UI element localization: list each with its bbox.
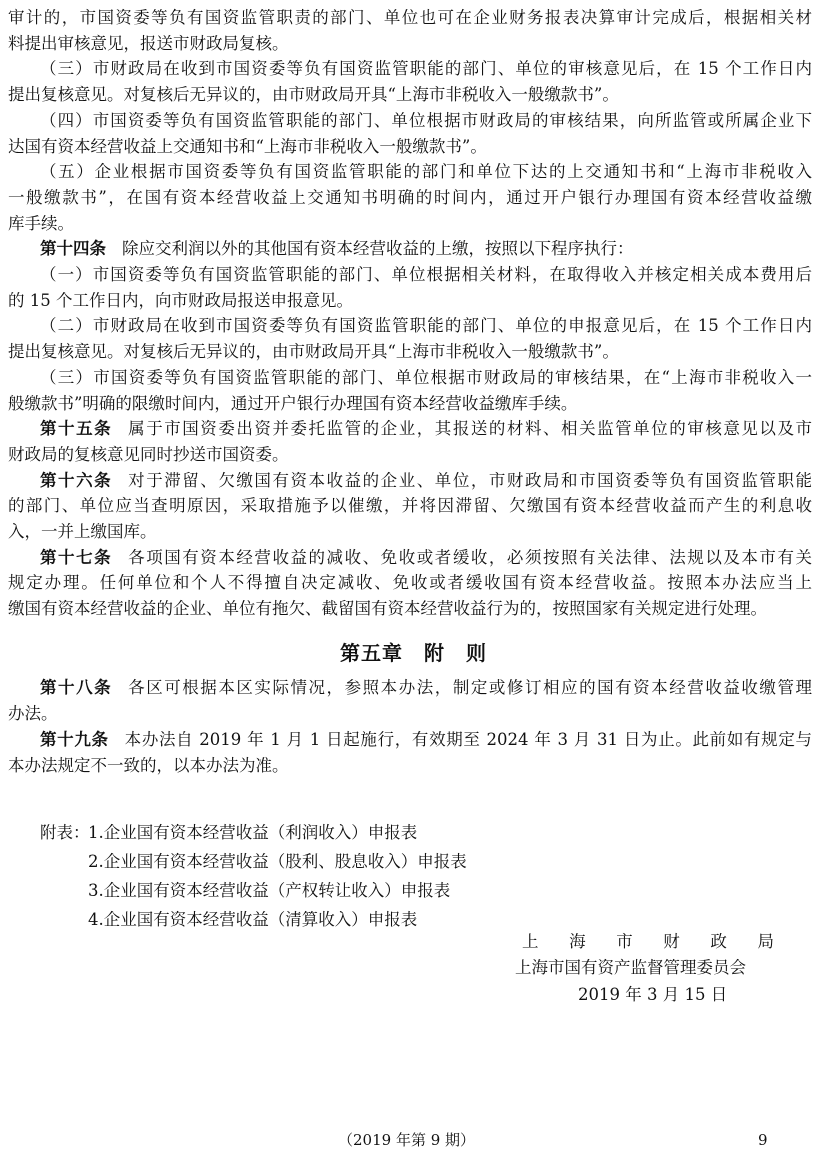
text-line bbox=[40, 729, 812, 751]
signature-sasac: 上海市国有资产监督管理委员会 bbox=[515, 958, 746, 977]
text-line bbox=[8, 572, 812, 594]
text-line bbox=[40, 161, 812, 183]
line-text: （三）市财政局在收到市国资委等负有国资监管职能的部门、单位的审核意见后，在 15 个工作日内 bbox=[40, 59, 812, 79]
text-line bbox=[8, 393, 812, 415]
line-text: 规定办理。任何单位和个人不得擅自决定减收、免收或者缓收国有资本经营收益。按照本办法应当上 bbox=[8, 573, 812, 593]
line-text: 办法。 bbox=[8, 704, 58, 723]
article-number: 第十六条 bbox=[40, 470, 113, 490]
text-line bbox=[8, 598, 812, 620]
line-text: 对于滞留、欠缴国有资本收益的企业、单位，市财政局和市国资委等负有国资监管职能 bbox=[128, 470, 812, 490]
text-line bbox=[8, 84, 812, 106]
text-line bbox=[8, 187, 812, 209]
line-text: 各区可根据本区实际情况，参照本办法，制定或修订相应的国有资本经营收益收缴管理 bbox=[128, 678, 812, 697]
page-number: 9 bbox=[758, 1131, 768, 1149]
chapter-title: 第五章 附 则 bbox=[340, 641, 487, 665]
text-line bbox=[8, 521, 812, 543]
article-number: 第十九条 bbox=[40, 730, 109, 749]
line-text: （五）企业根据市国资委等负有国资监管职能的部门和单位下达的上交通知书和“上海市非税收入 bbox=[40, 162, 812, 182]
text-line bbox=[40, 418, 812, 440]
line-text: 本办法自 2019 年 1 月 1 日起施行，有效期至 2024 年 3 月 31 日为止。此前如有规定与 bbox=[124, 730, 812, 749]
text-line bbox=[8, 495, 812, 517]
text-line bbox=[40, 264, 812, 286]
line-text: （三）市国资委等负有国资监管职能的部门、单位根据市财政局的审核结果，在“上海市非税收入一 bbox=[40, 367, 812, 387]
signature-date: 2019 年 3 月 15 日 bbox=[578, 985, 728, 1004]
line-text: 审计的，市国资委等负有国资监管职责的部门、单位也可在企业财务报表决算审计完成后，根据相关材 bbox=[8, 8, 812, 27]
text-line bbox=[8, 703, 812, 725]
line-text: 本办法规定不一致的，以本办法为准。 bbox=[8, 756, 289, 775]
signature-finance-bureau: 上海市财政局 bbox=[522, 932, 774, 951]
line-text: 达国有资本经营收益上交通知书和“上海市非税收入一般缴款书”。 bbox=[8, 136, 487, 156]
text-line bbox=[40, 547, 812, 569]
text-line bbox=[8, 444, 812, 466]
line-text: （一）市国资委等负有国资监管职能的部门、单位根据相关材料，在取得收入并核定相关成本费用后 bbox=[40, 265, 812, 284]
text-line bbox=[8, 136, 812, 158]
text-line bbox=[8, 755, 812, 777]
line-text: 属于市国资委出资并委托监管的企业，其报送的材料、相关监管单位的审核意见以及市 bbox=[128, 419, 812, 439]
line-text: 料提出审核意见，报送市财政局复核。 bbox=[8, 33, 289, 53]
text-line bbox=[8, 33, 812, 55]
text-line bbox=[40, 315, 812, 337]
line-text: 除应交利润以外的其他国有资本经营收益的上缴，按照以下程序执行： bbox=[122, 239, 634, 259]
article-number: 第十八条 bbox=[40, 678, 113, 697]
appendix-item: 4.企业国有资本经营收益（清算收入）申报表 bbox=[88, 910, 418, 929]
line-text: 的部门、单位应当查明原因，采取措施予以催缴，并将因滞留、欠缴国有资本经营收益而产生的利息收 bbox=[8, 496, 812, 516]
appendix-label: 附表： bbox=[40, 823, 90, 842]
line-text: （四）市国资委等负有国资监管职能的部门、单位根据市财政局的审核结果，向所监管或所属企业下 bbox=[40, 110, 812, 130]
article-number: 第十五条 bbox=[40, 419, 113, 439]
appendix-item: 3.企业国有资本经营收益（产权转让收入）申报表 bbox=[88, 881, 451, 900]
line-text: （二）市财政局在收到市国资委等负有国资监管职能的部门、单位的申报意见后，在 15 个工作日内 bbox=[40, 316, 812, 336]
line-text: 一般缴款书”，在国有资本经营收益上交通知书明确的时间内，通过开户银行办理国有资本经营收益缴 bbox=[8, 187, 812, 207]
text-line bbox=[40, 470, 812, 492]
line-text: 库手续。 bbox=[8, 213, 74, 233]
line-text: 缴国有资本经营收益的企业、单位有拖欠、截留国有资本经营收益行为的，按照国家有关规定进行处理。 bbox=[8, 599, 767, 619]
line-text: 各项国有资本经营收益的减收、免收或者缓收，必须按照有关法律、法规以及本市有关 bbox=[128, 547, 812, 567]
appendix-item: 2.企业国有资本经营收益（股利、股息收入）申报表 bbox=[88, 852, 467, 871]
article-number: 第十七条 bbox=[40, 547, 113, 567]
article-number: 第十四条 bbox=[40, 239, 106, 259]
line-text: 的 15 个工作日内，向市财政局报送申报意见。 bbox=[8, 290, 353, 310]
text-line bbox=[8, 341, 812, 363]
text-line bbox=[40, 367, 812, 389]
text-line bbox=[8, 7, 812, 29]
line-text: 提出复核意见。对复核后无异议的，由市财政局开具“上海市非税收入一般缴款书”。 bbox=[8, 342, 619, 362]
line-text: 提出复核意见。对复核后无异议的，由市财政局开具“上海市非税收入一般缴款书”。 bbox=[8, 85, 619, 105]
text-line bbox=[8, 213, 812, 235]
appendix-item: 1.企业国有资本经营收益（利润收入）申报表 bbox=[88, 823, 418, 842]
line-text: 入，一并上缴国库。 bbox=[8, 522, 157, 541]
text-line bbox=[40, 58, 812, 80]
text-line bbox=[8, 290, 812, 312]
text-line bbox=[40, 110, 812, 132]
line-text: 财政局的复核意见同时抄送市国资委。 bbox=[8, 444, 289, 464]
text-line bbox=[40, 677, 812, 699]
text-line bbox=[40, 238, 812, 260]
issue-number: （2019 年第 9 期） bbox=[338, 1131, 476, 1149]
line-text: 般缴款书”明确的限缴时间内，通过开户银行办理国有资本经营收益缴库手续。 bbox=[8, 393, 578, 413]
